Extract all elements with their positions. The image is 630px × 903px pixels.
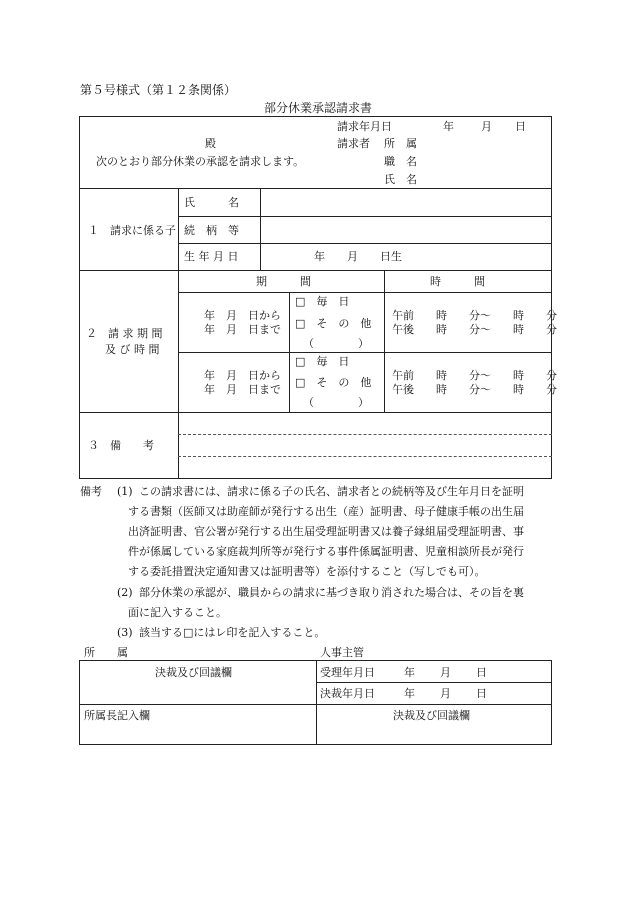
row-divider — [79, 704, 552, 705]
hr-label: 人事主管 — [320, 646, 364, 659]
position-label: 職 名 — [384, 155, 417, 168]
other-detail: （ ） — [303, 396, 369, 409]
note-3-line: 該当する□にはレ印を記入すること。 — [139, 626, 326, 639]
other-checkbox[interactable]: □ そ の 他 — [295, 317, 372, 330]
decided-year: 年 — [404, 687, 415, 700]
requester-label: 請求者 — [337, 137, 370, 150]
note-1-line: 出済証明書、官公署が発行する出生届受理証明書又は養子縁組届受理証明書、事 — [128, 525, 524, 538]
am-time: 午前 時 分～ 時 分 — [392, 369, 557, 382]
am-time: 午前 時 分～ 時 分 — [392, 309, 557, 322]
pm-time: 午後 時 分～ 時 分 — [392, 383, 557, 396]
daily-checkbox[interactable]: □ 毎 日 — [295, 295, 350, 308]
column-divider — [384, 270, 385, 412]
notes-heading: 備考 — [80, 485, 102, 498]
row-divider — [79, 270, 552, 271]
section1-label: １ 請求に係る子 — [88, 224, 176, 237]
decision-field-left: 決裁及び回議欄 — [155, 666, 232, 679]
child-birth-value: 年 月 日生 — [314, 250, 402, 263]
request-date-label: 請求年月日 — [337, 120, 392, 133]
form-number: 第５号様式（第１２条関係） — [80, 83, 237, 97]
addressee-label: 殿 — [205, 137, 216, 150]
period-from: 年 月 日から — [204, 369, 281, 382]
received-month: 月 — [440, 666, 451, 679]
request-statement: 次のとおり部分休業の承認を請求します。 — [96, 155, 305, 168]
note-2-line: 面に記入すること。 — [128, 606, 227, 619]
row-divider — [316, 682, 552, 683]
column-divider — [260, 188, 261, 270]
page-title: 部分休業承認請求書 — [264, 101, 373, 115]
section2-label: ２ 請 求 期 間 — [86, 327, 163, 340]
bottom-affiliation-label: 所 属 — [84, 646, 128, 659]
note-2-number: (2) — [117, 586, 133, 599]
received-year: 年 — [404, 666, 415, 679]
child-relation-label: 続 柄 等 — [184, 224, 239, 237]
month-label: 月 — [481, 120, 492, 133]
daily-checkbox[interactable]: □ 毎 日 — [295, 355, 350, 368]
dashed-line — [178, 434, 552, 435]
decided-day: 日 — [476, 687, 487, 700]
child-name-label: 氏 名 — [184, 196, 239, 209]
child-birth-label: 生 年 月 日 — [184, 250, 239, 263]
note-1-line: する委託措置決定通知書又は証明書等）を添付すること（写しでも可）。 — [128, 565, 486, 578]
decided-month: 月 — [440, 687, 451, 700]
day-label: 日 — [515, 120, 526, 133]
period-until: 年 月 日まで — [204, 323, 281, 336]
column-divider — [316, 660, 317, 745]
name-label: 氏 名 — [384, 173, 417, 186]
other-detail: （ ） — [303, 337, 369, 350]
row-divider — [178, 292, 552, 293]
row-divider — [178, 243, 552, 244]
period-header: 期 間 — [256, 275, 311, 288]
dashed-line — [178, 456, 552, 457]
row-divider — [79, 188, 552, 189]
received-day: 日 — [476, 666, 487, 679]
note-1-line: 件が係属している家庭裁判所等が発行する事件係属証明書、児童相談所長が発行 — [128, 545, 524, 558]
section2-label-sub: 及 び 時 間 — [105, 343, 160, 356]
pm-time: 午後 時 分～ 時 分 — [392, 323, 557, 336]
note-1-line: する書類（医師又は助産師が発行する出生（産）証明書、母子健康手帳の出生届 — [128, 505, 524, 518]
period-until: 年 月 日まで — [204, 383, 281, 396]
other-checkbox[interactable]: □ そ の 他 — [295, 376, 372, 389]
note-1-line: この請求書には、請求に係る子の氏名、請求者との続柄等及び生年月日を証明 — [139, 485, 524, 498]
affiliation-label: 所 属 — [384, 137, 417, 150]
decision-field-right: 決裁及び回議欄 — [393, 709, 470, 722]
section3-label: ３ 備 考 — [88, 439, 154, 452]
column-divider — [289, 292, 290, 412]
note-2-line: 部分休業の承認が、職員からの請求に基づき取り消された場合は、その旨を裏 — [139, 586, 524, 599]
period-from: 年 月 日から — [204, 309, 281, 322]
time-header: 時 間 — [430, 275, 485, 288]
year-label: 年 — [443, 120, 454, 133]
received-date-label: 受理年月日 — [320, 666, 375, 679]
column-divider — [178, 188, 179, 479]
note-1-number: (1) — [117, 485, 133, 498]
note-3-number: (3) — [117, 626, 133, 639]
row-divider — [178, 216, 552, 217]
chief-field-label: 所属長記入欄 — [84, 709, 150, 722]
decided-date-label: 決裁年月日 — [320, 687, 375, 700]
row-divider — [178, 352, 552, 353]
row-divider — [79, 412, 552, 413]
